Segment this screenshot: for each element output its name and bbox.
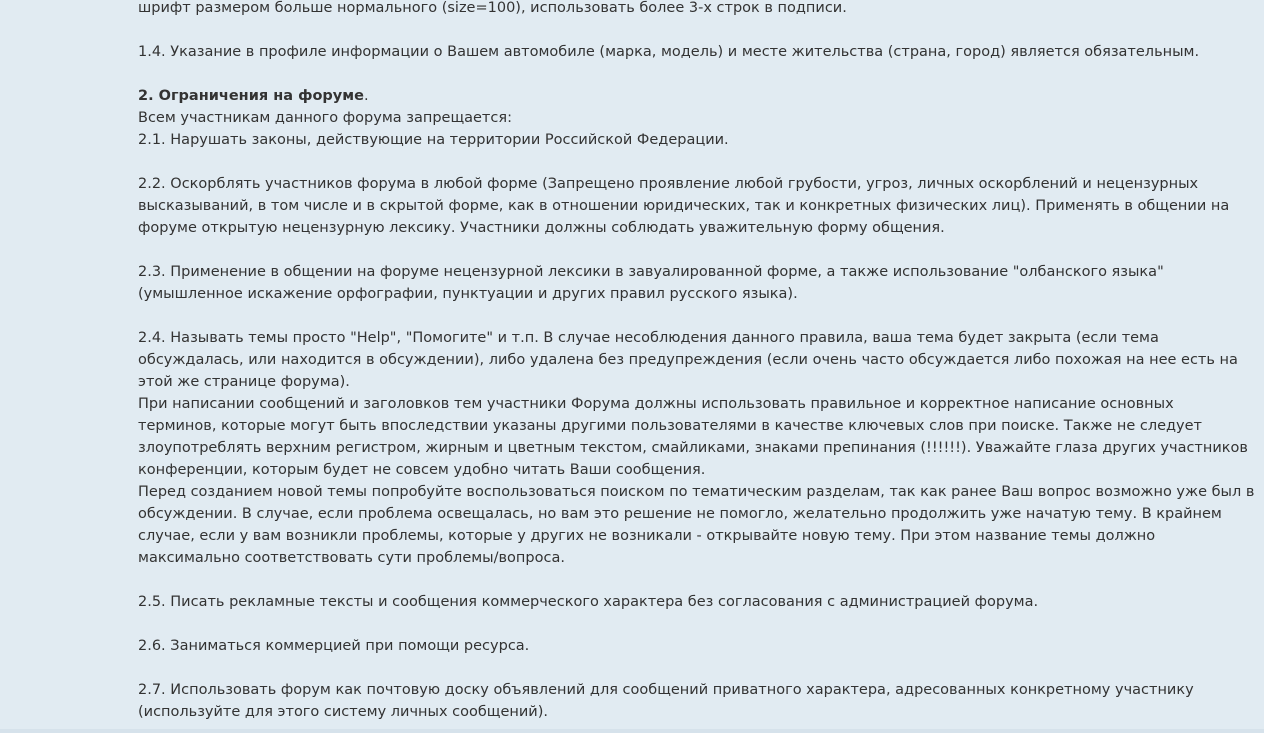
rule-2-4-search-guidelines: Перед созданием новой темы попробуйте воспользоваться поиском по тематическим разделам, так как ранее Ваш вопрос возможно уже был в обсуждении. В случае, если проблема освещалась, но вам это решение не помогло, желательно продолжить уже начатую тему. В крайнем случае, если у вам возникли проблемы, которые у других не возникали - открывайте новую тему. При этом название темы должно максимально соответствовать сути проблемы/вопроса.	[138, 484, 1260, 566]
rule-2-2: 2.2. Оскорблять участников форума в любой форме (Запрещено проявление любой грубости, угроз, личных оскорблений и нецензурных высказываний, в том числе и в скрытой форме, как в отношении юридических, так и конкретных физических лиц). Применять в общении на форуме открытую нецензурную лексику. Участники должны соблюдать уважительную форму общения.	[138, 176, 1234, 236]
forum-rules-content	[138, 0, 1260, 723]
rule-2-4-writing-guidelines: При написании сообщений и заголовков тем участники Форума должны использовать правильное и корректное написание основных терминов, которые могут быть впоследствии указаны другими пользователями в качестве ключевых слов при поиске. Также не следует злоупотреблять верхним регистром, жирным и цветным текстом, смайликами, знаками препинания (!!!!!!). Уважайте глаза других участников конференции, которым будет не совсем удобно читать Ваши сообщения.	[138, 396, 1253, 478]
spacer	[138, 305, 1256, 327]
rule-2-4: 2.4. Называть темы просто "Help", "Помогите" и т.п. В случае несоблюдения данного правила, ваша тема будет закрыта (если тема обсуждалась, или находится в обсуждении), либо удалена без предупреждения (если очень часто обсуждается либо похожая на нее есть на этой же странице форума).	[138, 330, 1243, 390]
spacer	[138, 151, 1256, 173]
rule-2-5: 2.5. Писать рекламные тексты и сообщения коммерческого характера без согласования с администрацией форума.	[138, 594, 1039, 610]
spacer	[138, 19, 1256, 41]
panel-bottom-edge	[0, 729, 1264, 733]
section-2-intro: Всем участникам данного форума запрещается:	[138, 110, 512, 126]
spacer	[138, 239, 1256, 261]
rule-2-1: 2.1. Нарушать законы, действующие на территории Российской Федерации.	[138, 132, 729, 148]
rule-1-3-tail: шрифт размером больше нормального (size=100), использовать более 3-х строк в подписи.	[138, 0, 847, 16]
section-2-title-dot: .	[363, 88, 369, 104]
rule-2-6: 2.6. Заниматься коммерцией при помощи ресурса.	[138, 638, 530, 654]
rule-2-7: 2.7. Использовать форум как почтовую доску объявлений для сообщений приватного характера, адресованных конкретному участнику (используйте для этого систему личных сообщений).	[138, 682, 1199, 720]
spacer	[138, 569, 1256, 591]
spacer	[138, 657, 1256, 679]
spacer	[138, 63, 1256, 85]
rule-2-3: 2.3. Применение в общении на форуме нецензурной лексики в завуалированной форме, а также использование "олбанского языка" (умышленное искажение орфографии, пунктуации и других правил русского языка).	[138, 264, 1169, 302]
section-2-heading-line	[138, 85, 1256, 107]
section-2-title: 2. Ограничения на форуме	[138, 88, 364, 104]
spacer	[138, 613, 1256, 635]
rule-1-4: 1.4. Указание в профиле информации о Вашем автомобиле (марка, модель) и месте жительства (страна, город) является обязательным.	[138, 44, 1200, 60]
